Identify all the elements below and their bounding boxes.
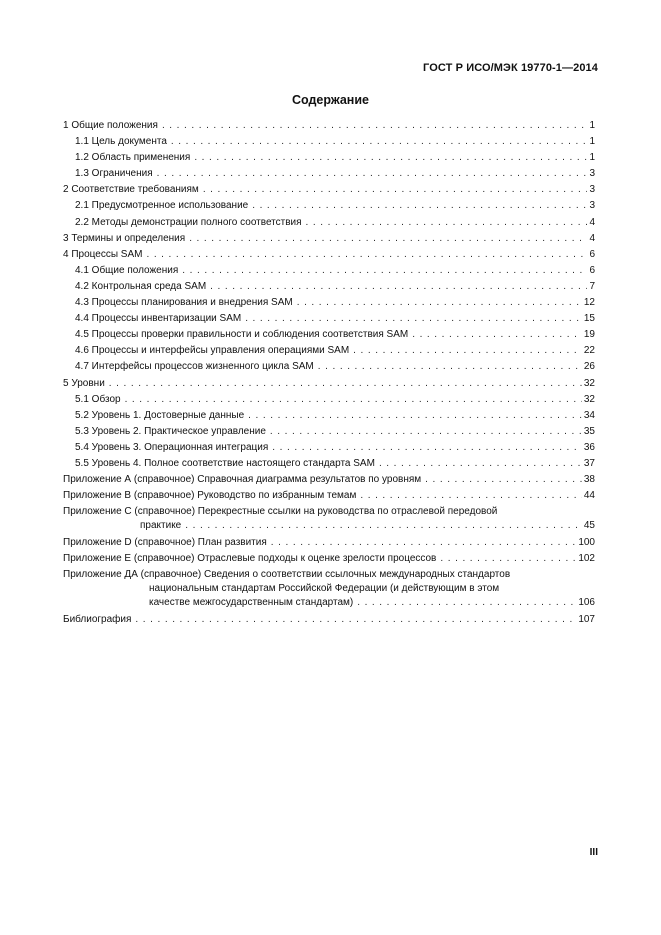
toc-entry-line [75, 457, 595, 471]
toc-leader-dots [109, 377, 582, 391]
toc-entry-page: 102 [578, 553, 595, 565]
toc-entry[interactable] [63, 296, 595, 312]
toc-entry[interactable] [63, 536, 595, 552]
toc-entry-page: 4 [589, 216, 595, 228]
toc-entry-title: Приложение С (справочное) Перекрестные ссылки на руководства по отраслевой передовой [63, 506, 498, 518]
toc-entry-title: Приложение В (справочное) Руководство по избранным темам [63, 490, 357, 502]
toc-entry-page: 4 [589, 232, 595, 244]
toc-entry-title: 2.1 Предусмотренное использование [75, 200, 249, 212]
toc-entry-title: 2.2 Методы демонстрации полного соответствия [75, 216, 302, 228]
toc-leader-dots [440, 552, 576, 566]
toc-entry-page: 22 [583, 345, 595, 357]
toc-entry-title: Приложение А (справочное) Справочная диаграмма результатов по уровням [63, 474, 422, 486]
toc-leader-dots [425, 473, 582, 487]
toc-entry-title: Приложение ДА (справочное) Сведения о соответствии ссылочных международных стандартов [63, 569, 511, 581]
toc-entry-page: 3 [589, 200, 595, 212]
toc-entry-title: 5.2 Уровень 1. Достоверные данные [75, 409, 245, 421]
toc-entry-line [75, 360, 595, 374]
toc-leader-dots [379, 457, 582, 471]
toc-entry-title: Приложение Е (справочное) Отраслевые подходы к оценке зрелости процессов [63, 553, 437, 565]
toc-leader-dots [157, 167, 588, 181]
toc-leader-dots [360, 489, 582, 503]
toc-entry-line [75, 409, 595, 423]
toc-entry-page: 107 [578, 614, 595, 626]
toc-entry[interactable] [63, 393, 595, 409]
toc-entry-page: 6 [589, 248, 595, 260]
toc-leader-dots [318, 360, 582, 374]
toc-entry[interactable] [63, 199, 595, 215]
toc-entry-title: 1.2 Область применения [75, 152, 191, 164]
toc-leader-dots [272, 441, 582, 455]
toc-leader-dots [306, 216, 588, 230]
toc-entry-page: 45 [583, 520, 595, 532]
toc-entry-line [75, 264, 595, 278]
toc-leader-dots [353, 344, 582, 358]
toc-entry-line [75, 151, 595, 165]
toc-entry-line [63, 377, 595, 391]
toc-entry-page: 12 [583, 297, 595, 309]
toc-leader-dots [412, 328, 582, 342]
toc-entry-page: 44 [583, 490, 595, 502]
toc-entry-line [75, 280, 595, 294]
toc-entry-title: 3 Термины и определения [63, 232, 186, 244]
toc-leader-dots [357, 596, 576, 610]
toc-entry-page: 15 [583, 313, 595, 325]
toc-entry-page: 1 [589, 120, 595, 131]
toc-entry-title: Приложение D (справочное) План развития [63, 537, 267, 549]
toc-entry[interactable] [63, 409, 595, 425]
toc-entry-page: 19 [583, 329, 595, 341]
toc-entry-page: 35 [583, 425, 595, 437]
toc-entry-title-continued: национальным стандартам Российской Федерации (и действующим в этом [149, 583, 500, 595]
toc-entry-title: 5.4 Уровень 3. Операционная интеграция [75, 441, 269, 453]
toc-entry-title-continued: качестве межгосударственным стандартам) [149, 597, 354, 609]
toc-entry[interactable] [63, 135, 595, 151]
toc-entry[interactable] [63, 328, 595, 344]
toc-entry-title: 5.5 Уровень 4. Полное соответствие настоящего стандарта SAM [75, 457, 375, 469]
toc-entry-page: 32 [583, 377, 595, 389]
toc-entry[interactable] [63, 232, 595, 248]
document-header: ГОСТ Р ИСО/МЭК 19770-1—2014 [423, 62, 598, 74]
toc-leader-dots [194, 151, 587, 165]
toc-entry-line [75, 425, 595, 439]
toc-entry-title: 4.2 Контрольная среда SAM [75, 280, 207, 292]
toc-entry-title: 5 Уровни [63, 377, 105, 389]
toc-leader-dots [162, 119, 588, 133]
toc-leader-dots [189, 232, 587, 246]
toc-entry-line [63, 613, 595, 627]
toc-entry[interactable] [63, 457, 595, 473]
toc-entry-line [63, 119, 595, 133]
toc-leader-dots [146, 248, 587, 262]
toc-entry-title: 4.4 Процессы инвентаризации SAM [75, 313, 242, 325]
toc-entry-title: 1.3 Ограничения [75, 168, 153, 180]
toc-leader-dots [297, 296, 582, 310]
toc-entry[interactable] [63, 119, 595, 135]
toc-entry-title: 4.6 Процессы и интерфейсы управления операциями SAM [75, 345, 350, 357]
toc-entry-page: 32 [583, 393, 595, 405]
toc-entry-line [63, 248, 595, 262]
toc-entry[interactable] [63, 425, 595, 441]
toc-entry-line [75, 167, 595, 181]
toc-leader-dots [270, 425, 582, 439]
toc-entry-title: 4 Процессы SAM [63, 248, 143, 260]
toc-entry[interactable] [63, 505, 595, 536]
toc-entry-title: 2 Соответствие требованиям [63, 184, 199, 196]
toc-entry-line [63, 519, 595, 533]
toc-entry-page: 7 [589, 280, 595, 292]
toc-entry-title: 1 Общие положения [63, 120, 158, 131]
toc-leader-dots [252, 199, 587, 213]
toc-entry-page: 6 [589, 264, 595, 276]
toc-entry[interactable] [63, 167, 595, 183]
toc-entry-line [63, 596, 595, 610]
toc-entry-title: 4.5 Процессы проверки правильности и соблюдения соответствия SAM [75, 329, 409, 341]
toc-entry-page: 3 [589, 168, 595, 180]
toc-entry[interactable] [63, 151, 595, 167]
toc-entry-title: 4.1 Общие положения [75, 264, 179, 276]
toc-entry-line [63, 232, 595, 246]
toc-leader-dots [210, 280, 587, 294]
toc-entry[interactable] [63, 248, 595, 264]
toc-entry[interactable] [63, 183, 595, 199]
toc-entry[interactable] [63, 568, 595, 613]
toc-entry[interactable] [63, 280, 595, 296]
toc-entry[interactable] [63, 473, 595, 489]
toc-leader-dots [203, 183, 588, 197]
toc-entry[interactable] [63, 344, 595, 360]
toc-entry-title: 4.7 Интерфейсы процессов жизненного цикла SAM [75, 361, 314, 373]
toc-entry-page: 106 [578, 597, 595, 609]
toc-entry-line [75, 393, 595, 407]
toc-entry-line [75, 441, 595, 455]
toc-entry[interactable] [63, 264, 595, 280]
toc-entry-page: 1 [589, 136, 595, 148]
toc-entry-title: 1.1 Цель документа [75, 136, 167, 148]
toc-entry-line [75, 296, 595, 310]
page-title: Содержание [291, 93, 369, 107]
page-number: III [589, 847, 598, 858]
toc-entry-line [75, 199, 595, 213]
toc-leader-dots [135, 613, 576, 627]
toc-entry-page: 37 [583, 457, 595, 469]
toc-entry[interactable] [63, 489, 595, 505]
toc-entry[interactable] [63, 312, 595, 328]
toc-entry-line [75, 312, 595, 326]
toc-entry-page: 100 [578, 537, 595, 549]
toc-entry[interactable] [63, 552, 595, 568]
toc-entry-line [63, 552, 595, 566]
toc-leader-dots [248, 409, 582, 423]
toc-leader-dots [171, 135, 588, 149]
toc-entry-title-continued: практике [140, 520, 182, 532]
table-of-contents [63, 119, 595, 630]
toc-entry-line [63, 183, 595, 197]
toc-entry-page: 36 [583, 441, 595, 453]
toc-entry-title: 5.3 Уровень 2. Практическое управление [75, 425, 266, 437]
toc-entry[interactable] [63, 613, 595, 629]
toc-entry-title: 5.1 Обзор [75, 393, 121, 405]
toc-entry[interactable] [63, 441, 595, 457]
toc-leader-dots [185, 519, 582, 533]
toc-entry-line [75, 344, 595, 358]
toc-entry-line [75, 216, 595, 230]
toc-entry-line [63, 473, 595, 487]
toc-entry-page: 26 [583, 361, 595, 373]
toc-entry-line [75, 135, 595, 149]
toc-entry-line [63, 489, 595, 503]
toc-leader-dots [271, 536, 577, 550]
toc-leader-dots [245, 312, 582, 326]
toc-entry[interactable] [63, 216, 595, 232]
toc-entry-line [75, 328, 595, 342]
toc-entry-title: Библиография [63, 614, 132, 626]
toc-entry[interactable] [63, 377, 595, 393]
toc-entry-title: 4.3 Процессы планирования и внедрения SAM [75, 297, 293, 309]
toc-entry-page: 34 [583, 409, 595, 421]
toc-leader-dots [182, 264, 587, 278]
toc-entry-page: 3 [589, 184, 595, 196]
toc-entry-page: 1 [589, 152, 595, 164]
toc-entry-line [63, 536, 595, 550]
toc-entry[interactable] [63, 360, 595, 376]
toc-leader-dots [125, 393, 582, 407]
toc-entry-page: 38 [583, 474, 595, 486]
